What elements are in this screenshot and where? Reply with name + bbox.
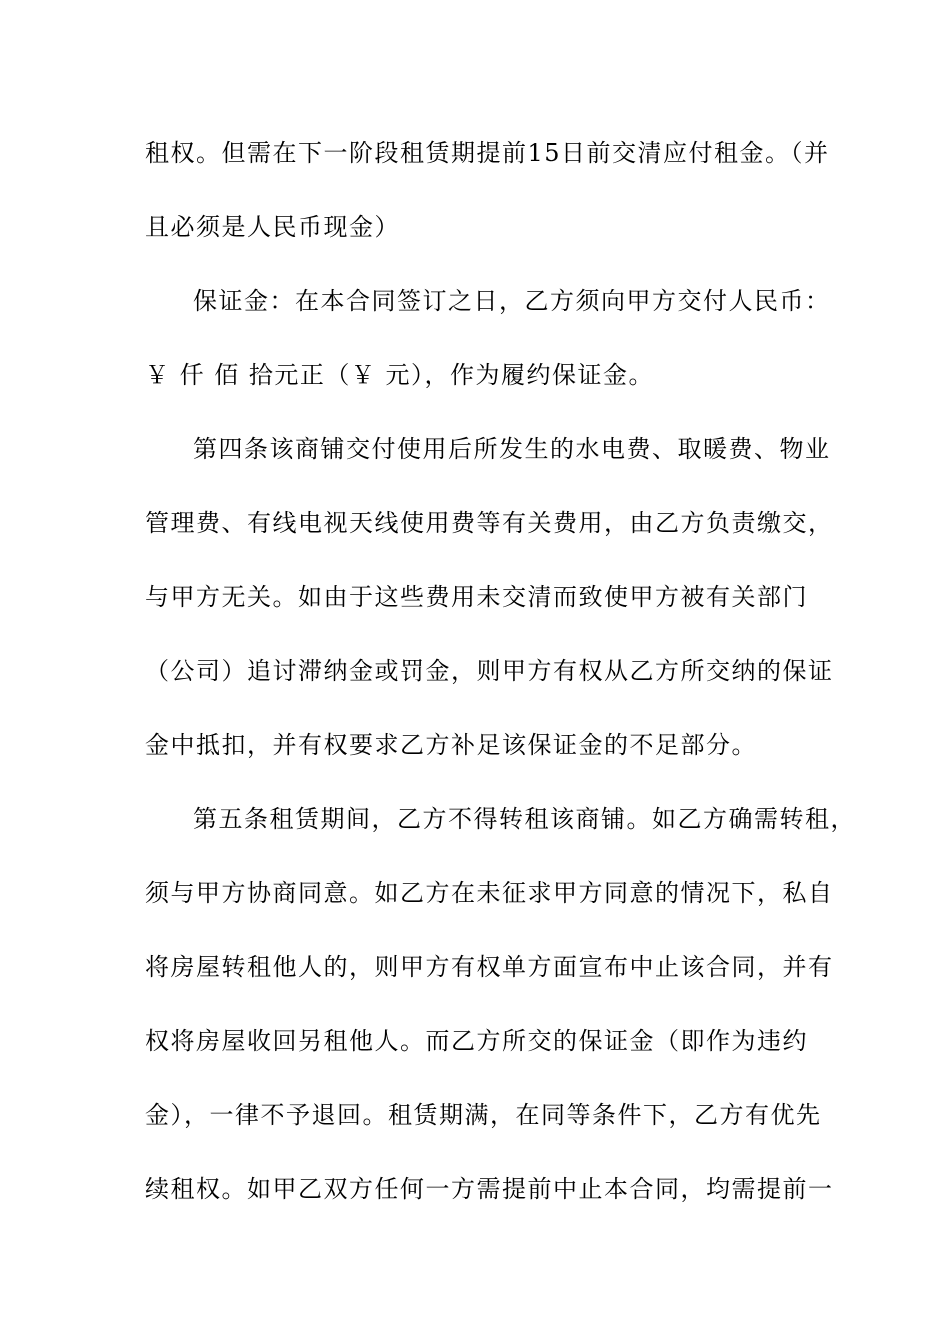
text-line: 须与甲方协商同意。如乙方在未征求甲方同意的情况下，私自: [145, 879, 834, 907]
text-line: 金中抵扣，并有权要求乙方补足该保证金的不足部分。: [145, 731, 757, 759]
paragraph-start-line: 第五条租赁期间，乙方不得转租该商铺。如乙方确需转租，: [193, 805, 856, 833]
paragraph-start-line: 第四条该商铺交付使用后所发生的水电费、取暖费、物业: [193, 435, 831, 463]
text-line: 管理费、有线电视天线使用费等有关费用，由乙方负责缴交，: [145, 509, 834, 537]
text-line: 且必须是人民币现金）: [145, 213, 400, 241]
text-line: 续租权。如甲乙双方任何一方需提前中止本合同，均需提前一: [145, 1175, 834, 1203]
text-line: 权将房屋收回另租他人。而乙方所交的保证金（即作为违约: [145, 1027, 808, 1055]
text-line: ￥ 仟 佰 拾元正（￥ 元），作为履约保证金。: [145, 361, 655, 389]
text-line: 金），一律不予退回。租赁期满，在同等条件下，乙方有优先: [145, 1101, 822, 1129]
text-line: 与甲方无关。如由于这些费用未交清而致使甲方被有关部门: [145, 583, 808, 611]
text-line: （公司）追讨滞纳金或罚金，则甲方有权从乙方所交纳的保证: [145, 657, 834, 685]
paragraph-start-line: 保证金：在本合同签订之日，乙方须向甲方交付人民币：: [193, 287, 831, 315]
text-line: 租权。但需在下一阶段租赁期提前15日前交清应付租金。（并: [145, 139, 830, 167]
text-line: 将房屋转租他人的，则甲方有权单方面宣布中止该合同，并有: [145, 953, 834, 981]
